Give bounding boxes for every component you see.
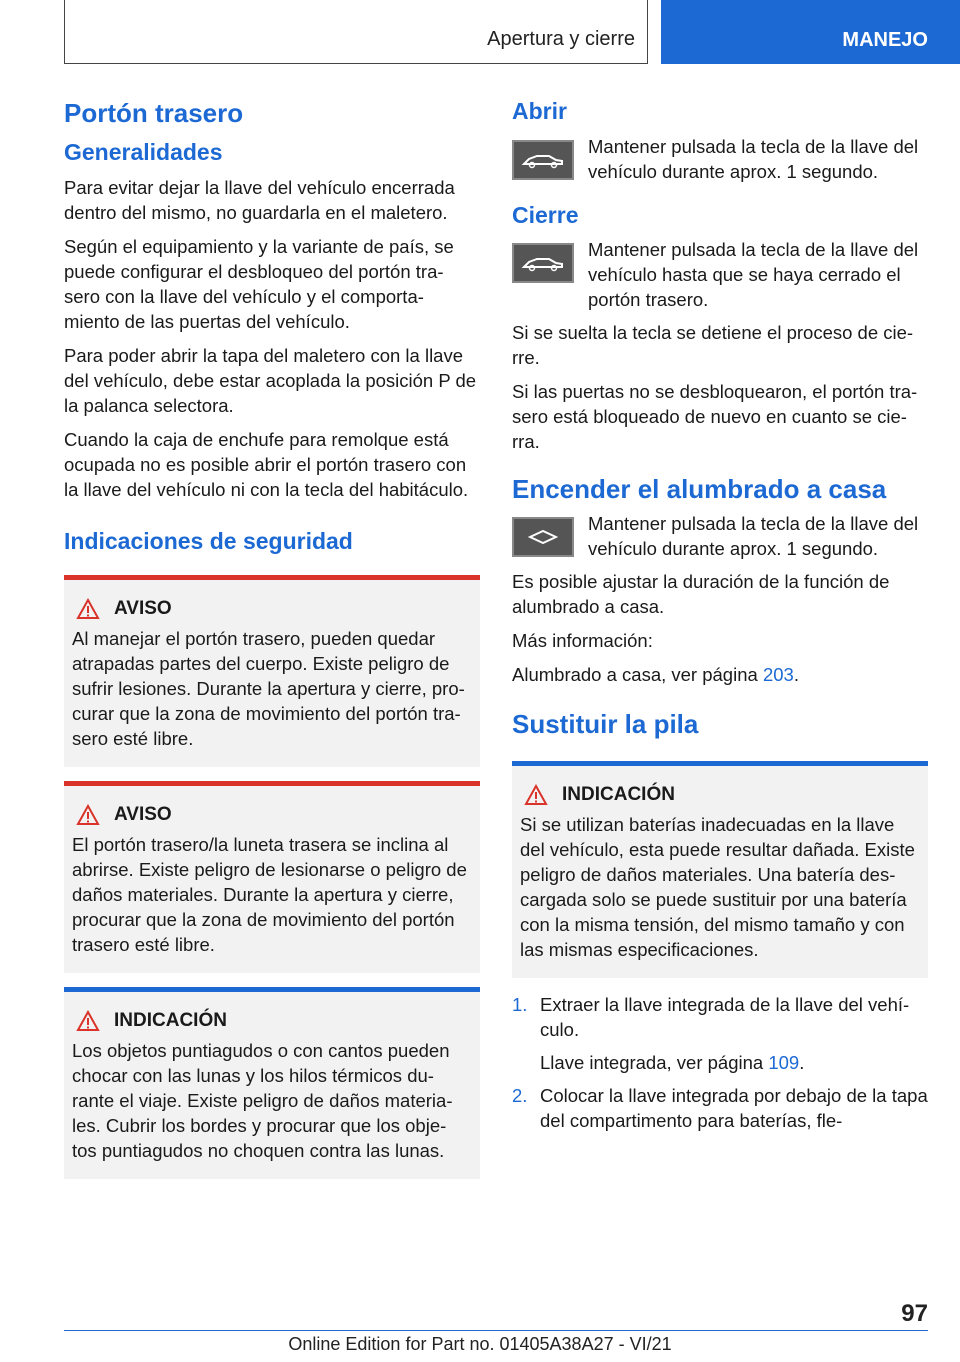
section-title-porton: Portón trasero	[64, 98, 244, 128]
notice-box	[64, 987, 480, 1179]
open-instruction: Mantener pulsada la tecla de la llave del vehículo durante aprox. 1 segundo.	[588, 135, 919, 182]
heading-alumbrado: Encender el alumbrado a casa	[512, 474, 887, 505]
notice-title: INDICACIÓN	[562, 783, 675, 805]
paragraph: Si se suelta la tecla se detiene el proceso de cie- rre.	[512, 322, 914, 369]
notice-text: Si se utilizan baterías inadecuadas en la llave del vehículo, esta puede resultar dañada. Existe peligro de daños materiales. Una batería des- cargada solo se puede sustituir por una batería con la misma tensión, del mismo tamaño y con las mismas especificaciones.	[520, 813, 915, 960]
cross-reference: Alumbrado a casa, ver página 203.	[512, 664, 799, 686]
step-number: 2.	[512, 1084, 528, 1106]
header-chapter-tab[interactable]	[661, 0, 960, 64]
notice-triangle-icon	[76, 1010, 100, 1032]
header-section-box	[64, 0, 648, 64]
page-number: 97	[901, 1300, 928, 1327]
headlight-button-icon	[512, 517, 574, 557]
heading-pila: Sustituir la pila	[512, 709, 699, 740]
light-instruction: Mantener pulsada la tecla de la llave del vehículo durante aprox. 1 segundo.	[588, 513, 919, 560]
paragraph: Para poder abrir la tapa del maletero con la llave del vehículo, debe estar acoplada la posición P de la palanca selectora.	[64, 344, 477, 416]
header-chapter-label: MANEJO	[842, 29, 928, 51]
right-column	[512, 98, 928, 1141]
notice-box	[512, 761, 928, 978]
page-link-203[interactable]: 203	[762, 664, 794, 686]
heading-seguridad: Indicaciones de seguridad	[64, 527, 353, 554]
paragraph: Si las puertas no se desbloquearon, el portón tra- sero está bloqueado de nuevo en cuanto se cie- rra.	[512, 381, 918, 453]
warning-text: El portón trasero/la luneta trasera se inclina al abrirse. Existe peligro de lesionarse o peligro de daños materiales. Durante la apertura y cierre, procurar que la zona de movimiento del portón trasero esté libre.	[72, 834, 467, 956]
step-text: Extraer la llave integrada de la llave del vehí- culo.	[540, 993, 910, 1040]
page-link-109[interactable]: 109	[768, 1051, 800, 1073]
list-item	[512, 992, 928, 1075]
step-text: Colocar la llave integrada por debajo de la tapa del compartimento para baterías, fle-	[540, 1084, 928, 1131]
close-instruction: Mantener pulsada la tecla de la llave del vehículo hasta que se haya cerrado el portón trasero.	[588, 239, 919, 311]
paragraph: Para evitar dejar la llave del vehículo encerrada dentro del mismo, no guardarla en el maletero.	[64, 176, 455, 223]
notice-text: Los objetos puntiagudos o con cantos pueden chocar con las lunas y los hilos térmicos du- rante el viaje. Existe peligro de daños materia- les. Cubrir los bordes y procurar que los obje- tos puntiagudos no choquen contra las lunas.	[72, 1040, 453, 1162]
paragraph: Cuando la caja de enchufe para remolque está ocupada no es posible abrir el portón trasero con la llave del vehículo ni con la tecla del habitáculo.	[64, 428, 469, 500]
notice-title: INDICACIÓN	[114, 1010, 227, 1032]
footer-divider	[64, 1330, 928, 1331]
cross-reference: Llave integrada, ver página 109.	[540, 1051, 805, 1073]
warning-title: AVISO	[114, 598, 172, 620]
warning-box	[64, 575, 480, 767]
warning-title: AVISO	[114, 804, 172, 826]
heading-abrir: Abrir	[512, 98, 567, 124]
battery-steps	[512, 992, 928, 1133]
car-key-button-icon	[512, 140, 574, 180]
paragraph: Es posible ajustar la duración de la función de alumbrado a casa.	[512, 571, 890, 618]
warning-text: Al manejar el portón trasero, pueden quedar atrapadas partes del cuerpo. Existe peligro de sufrir lesiones. Durante la apertura y cierre, pro- curar que la zona de movimiento del portón tra- sero esté libre.	[72, 628, 465, 750]
header-section-title: Apertura y cierre	[487, 28, 635, 50]
notice-triangle-icon	[524, 784, 548, 806]
car-key-button-icon	[512, 243, 574, 283]
warning-triangle-icon	[76, 804, 100, 826]
step-number: 1.	[512, 993, 528, 1015]
heading-cierre: Cierre	[512, 201, 579, 228]
paragraph: Más información:	[512, 630, 653, 652]
paragraph: Según el equipamiento y la variante de país, se puede configurar el desbloqueo del portón tra- sero con la llave del vehículo y el comporta- miento de las puertas del vehículo.	[64, 235, 454, 332]
list-item	[512, 1083, 928, 1133]
footer-edition: Online Edition for Part no. 01405A38A27 - VI/21	[288, 1334, 672, 1354]
warning-box	[64, 781, 480, 973]
warning-triangle-icon	[76, 598, 100, 620]
heading-generalidades: Generalidades	[64, 139, 223, 166]
page-header	[0, 0, 960, 66]
left-column	[64, 98, 480, 1193]
